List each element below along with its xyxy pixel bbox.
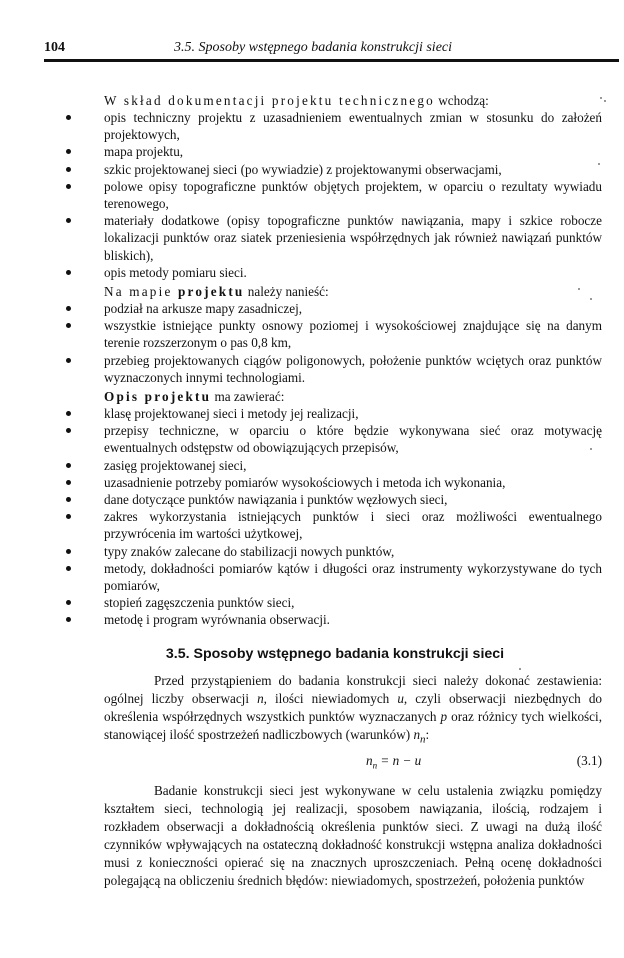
list-item: dane dotyczące punktów nawiązania i punktów węzłowych sieci, [66,491,602,508]
equation-3-1 [44,753,602,775]
map-lead [104,283,602,300]
list-item: przebieg projektowanych ciągów poligonowych, położenie punktów wciętych oraz punktów wyznaczonych innymi technologiami. [66,352,602,386]
variable-u: u [397,690,404,706]
list-item: materiały dodatkowe (opisy topograficzne punktów nawiązania, mapy i szkice robocze lokalizacji punktów oraz siatek przeniesienia współrzędnych jak również nawiązań punktów bliskich), [66,212,602,264]
list-item: metodę i program wyrównania obserwacji. [66,611,602,628]
bullet-icon [66,428,71,433]
bullet-icon [66,549,71,554]
documentation-lead [104,92,602,109]
scan-noise [590,298,592,300]
page-header [44,39,619,59]
bullet-icon [66,184,71,189]
lead-text: należy nanieść: [244,284,329,300]
running-title: 3.5. Sposoby wstępnego badania konstrukcji sieci [174,40,453,55]
list-item: wszystkie istniejące punkty osnowy poziomej i wysokościowej znajdujące się na danym terenie rozszerzonym o pas 0,8 km, [66,317,602,351]
lead-spaced-bold-text: projektu [172,284,245,300]
lead-spaced-bold-text: Opis projektu [104,389,212,405]
list-item: podział na arkusze mapy zasadniczej, [66,300,602,317]
list-item: metody, dokładności pomiarów kątów i długości oraz instrumenty wykorzystywane do tych pomiarów, [66,560,602,594]
bullet-icon [66,600,71,605]
scan-noise [604,100,606,102]
lead-text: wchodzą: [434,93,489,108]
list-item: mapa projektu, [66,143,602,160]
list-item: klasę projektowanej sieci i metody jej realizacji, [66,405,602,422]
bullet-icon [66,358,71,363]
lead-spaced-text: Na mapie [104,284,173,300]
bullet-icon [66,463,71,468]
list-item: opis metody pomiaru sieci. [66,264,602,281]
header-rule [44,59,619,62]
lead-text: ma zawierać: [211,389,285,405]
list-item: uzasadnienie potrzeby pomiarów wysokościowych i metoda ich wykonania, [66,474,602,491]
bullet-icon [66,617,71,622]
map-list [44,300,602,386]
documentation-list [44,109,602,281]
list-item: zakres wykorzystania istniejących punktów i sieci oraz możliwości ewentualnego przywrócenia im wartości użytkowej, [66,508,602,542]
list-item: zasięg projektowanej sieci, [66,457,602,474]
scan-noise [590,448,592,450]
scan-noise [598,163,600,165]
paragraph-analysis: Badanie konstrukcji sieci jest wykonywane w celu ustalenia związku pomiędzy kształtem sieci, technologią jej realizacji, sposobem nawiązania, ilością, rodzajem i rozkładem obserwacji a dokładnością określenia punktów sieci. Z uwagi na dużą ilość czynników wpływających na ostateczną dokładność konstrukcji wstępna analiza dokładności musi z konieczności opierać się na znacznych uproszczeniach. Pełną ocenę dokładności polegającą na obliczeniu średnich błędów: niewiadomych, spostrzeżeń, położenia punktów [104,783,602,889]
scan-noise [600,97,602,99]
bullet-icon [66,323,71,328]
list-item: opis techniczny projektu z uzasadnieniem ewentualnych zmian w stosunku do założeń projektowych, [66,109,602,143]
scan-noise [578,288,580,290]
bullet-icon [66,514,71,519]
description-list [44,405,602,629]
page-body [44,92,602,890]
list-item: szkic projektowanej sieci (po wywiadzie) z projektowanymi obserwacjami, [66,161,602,178]
variable-nn: $n_n$ [413,726,426,746]
bullet-icon [66,167,71,172]
bullet-icon [66,270,71,275]
section-heading: 3.5. Sposoby wstępnego badania konstrukcji sieci [165,645,505,662]
description-lead [104,388,602,405]
bullet-icon [66,411,71,416]
bullet-icon [66,115,71,120]
equation-number: (3.1) [576,753,602,769]
paragraph-intro: Przed przystąpieniem do badania konstrukcji sieci należy dokonać zestawienia: ogólnej liczby obserwacji n, ilości niewiadomych u, czyli obserwacji niezbędnych do określenia współrzędnych wszystkich punktów wyznaczanych p oraz różnicy tych wielkości, stanowiącej ilość spostrzeżeń nadliczbowych (warunków) $n_n$: [104,672,603,746]
variable-p: p [440,708,448,724]
variable-n: n [257,690,264,706]
scan-noise [519,668,521,670]
page-number: 104 [44,40,65,55]
list-item: stopień zagęszczenia punktów sieci, [66,594,602,611]
bullet-icon [66,480,71,485]
bullet-icon [66,149,71,154]
bullet-icon [66,306,71,311]
list-item: przepisy techniczne, w oparciu o które będzie wykonywana sieć oraz motywację ewentualnych odstępstw od obowiązujących przepisów, [66,422,602,456]
bullet-icon [66,566,71,571]
equation-body: $n_n = n - u$ [366,753,422,771]
bullet-icon [66,218,71,223]
lead-spaced-text: W skład dokumentacji projektu technicznego [104,93,435,108]
list-item: polowe opisy topograficzne punktów objętych projektem, w oparciu o rezultaty wywiadu terenowego, [66,178,602,212]
bullet-icon [66,497,71,502]
list-item: typy znaków zalecane do stabilizacji nowych punktów, [66,543,602,560]
